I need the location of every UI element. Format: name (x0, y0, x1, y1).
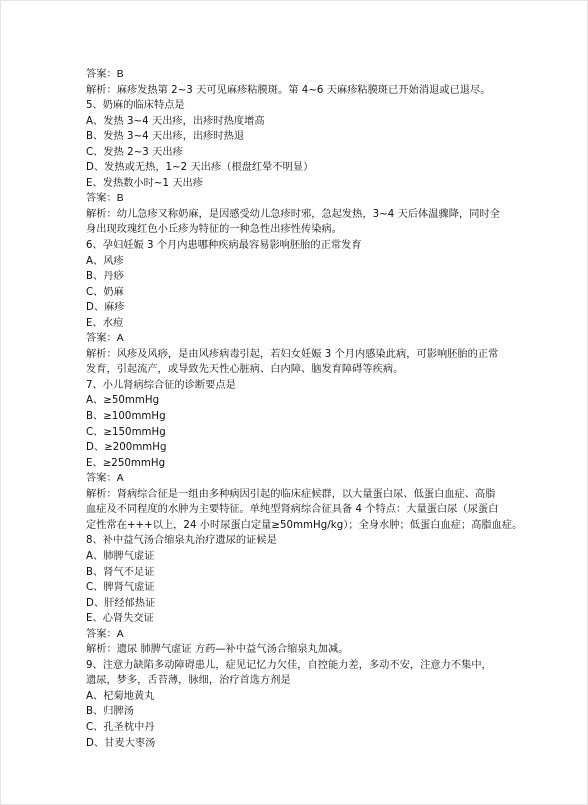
question-line: 9、注意力缺陷多动障碍患儿，症见记忆力欠佳，自控能力差，多动不安，注意力不集中， (86, 659, 492, 671)
option-line: C、奶麻 (86, 286, 124, 298)
question-line: 5、奶麻的临床特点是 (86, 100, 185, 112)
option-line: E、≥250mmHg (86, 457, 166, 469)
explanation-line: 发育，引起流产，或导致先天性心脏病、白内障、脑发育障碍等疾病。 (86, 364, 404, 376)
option-line: E、发热数小时~1 天出疹 (86, 177, 204, 189)
explanation-line: 解析：幼儿急疹又称奶麻，是因感受幼儿急疹时邪，急起发热，3~4 天后体温骤降，同时全 (86, 208, 500, 220)
option-line: C、孔圣枕中丹 (86, 721, 155, 733)
answer-line: 答案：B (86, 69, 124, 80)
explanation-line: 解析：遗尿 肺脾气虚证 方药—补中益气汤合缩泉丸加减。 (86, 644, 349, 656)
question-line: 8、补中益气汤合缩泉丸治疗遗尿的证候是 (86, 535, 277, 547)
explanation-line: 解析：麻疹发热第 2~3 天可见麻疹粘膜斑。第 4~6 天麻疹粘膜斑已开始消退或已退尽。 (86, 84, 491, 96)
answer-line: 答案：A (86, 628, 124, 640)
option-line: A、发热 3~4 天出疹，出疹时热度增高 (86, 115, 265, 127)
answer-line: 答案：A (86, 333, 124, 345)
option-line: C、≥150mmHg (86, 426, 166, 438)
option-line: A、肺脾气虚证 (86, 550, 155, 562)
option-line: B、丹痧 (86, 271, 124, 283)
explanation-line: 解析：风疹及风痧，是由风疹病毒引起，若妇女妊娠 3 个月内感染此病，可影响胚胎的正常 (86, 348, 499, 360)
question-line: 6、孕妇妊娠 3 个月内患哪种疾病最容易影响胚胎的正常发育 (86, 240, 362, 252)
question-line: 7、小儿肾病综合征的诊断要点是 (86, 379, 236, 391)
explanation-line: 血症及不同程度的水肿为主要特征。单纯型肾病综合征具备 4 个特点：大量蛋白尿（尿蛋白 (86, 504, 499, 516)
option-line: E、水痘 (86, 317, 124, 329)
option-line: D、发热或无热，1~2 天出疹（根盘红晕不明显） (86, 162, 314, 174)
explanation-line: 身出现玫瑰红色小丘疹为特征的一种急性出疹性传染病。 (86, 224, 342, 236)
option-line: D、≥200mmHg (86, 442, 167, 454)
answer-line: 答案：A (86, 473, 124, 485)
option-line: E、心肾失交证 (86, 613, 154, 625)
option-line: C、脾肾气虚证 (86, 582, 155, 594)
option-line: A、风疹 (86, 255, 124, 267)
option-line: B、肾气不足证 (86, 566, 155, 578)
option-line: D、甘麦大枣汤 (86, 737, 156, 749)
answer-line: 答案：B (86, 193, 124, 205)
exam-content (86, 67, 523, 751)
option-line: D、麻疹 (86, 302, 125, 314)
explanation-line: 解析：肾病综合征是一组由多种病因引起的临床症候群，以大量蛋白尿、低蛋白血症、高脂 (86, 488, 496, 500)
question-line: 遗尿，梦多，舌苔薄，脉细，治疗首选方剂是 (86, 675, 291, 687)
option-line: C、发热 2~3 天出疹 (86, 146, 183, 158)
option-line: B、归脾汤 (86, 706, 134, 718)
explanation-line: 定性常在+++以上，24 小时尿蛋白定量≥50mmHg/kg）；全身水肿；低蛋白血症；高脂血症。 (86, 519, 523, 531)
option-line: D、肝经郁热证 (86, 597, 156, 609)
option-line: A、杞菊地黄丸 (86, 690, 155, 702)
option-line: B、发热 3~4 天出疹，出疹时热退 (86, 131, 245, 143)
option-line: A、≥50mmHg (86, 395, 160, 407)
option-line: B、≥100mmHg (86, 411, 166, 423)
